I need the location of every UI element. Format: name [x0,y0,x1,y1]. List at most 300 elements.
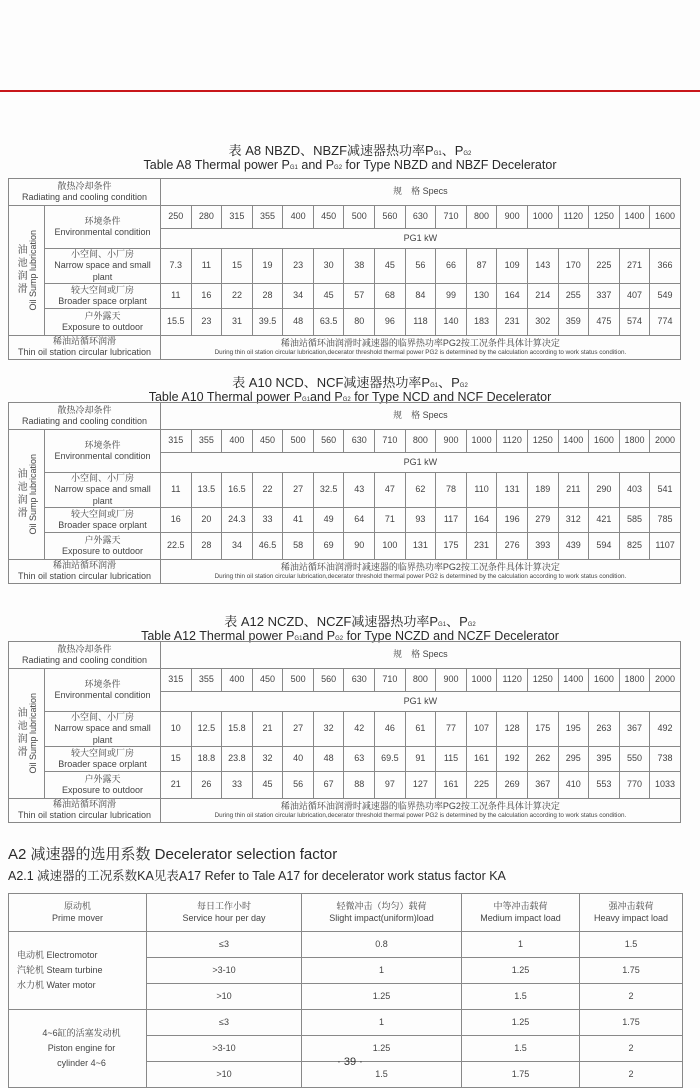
cooling-condition-header [9,403,161,430]
spec-cell: 315 [222,206,253,229]
value-cell: 62 [405,473,436,508]
subscript: G2 [342,397,351,403]
value-cell: 57 [344,284,375,309]
value-cell: 161 [436,772,467,799]
label-cn: 稀油站循环油润滑时减速器的临界热功率PG2按工况条件具体计算决定 [280,800,560,811]
narrow-label [45,249,161,284]
title-text: Table A10 Thermal power P [148,390,303,404]
value-cell: 99 [436,284,467,309]
value-cell: 263 [589,712,620,747]
prime-mover-line: cylinder 4~6 [57,1058,106,1069]
value-cell: 16.5 [222,473,253,508]
factor-cell: 1.25 [302,1036,462,1062]
outdoor-row [9,533,681,560]
title-text: 表 A10 NCD、NCF减速器热功率P [232,375,431,390]
value-cell: 23 [283,249,314,284]
label-en: Exposure to outdoor [61,785,144,795]
header-row [9,403,681,430]
subscript: G2 [463,151,472,157]
spec-cell: 1120 [558,206,589,229]
value-cell: 69 [313,533,344,560]
broader-label [45,284,161,309]
outdoor-label [45,533,161,560]
unit-label: PG1 kW [161,453,681,473]
value-cell: 774 [650,309,681,336]
label-en: Prime mover [51,912,103,923]
thin-oil-row [9,560,681,584]
spec-cell: 1250 [589,206,620,229]
value-cell: 550 [619,747,650,772]
value-cell: 10 [161,712,192,747]
value-cell: 395 [589,747,620,772]
spec-cell: 400 [283,206,314,229]
label-cn: 原动机 [63,901,91,912]
spec-cell: 1800 [619,430,650,453]
narrow-label [45,473,161,508]
specs-row [9,206,681,229]
label-cn: 小空间、小厂房 [70,473,134,484]
value-cell: 492 [650,712,681,747]
value-cell: 211 [558,473,589,508]
spec-cell: 800 [405,669,436,692]
value-cell: 107 [466,712,497,747]
value-cell: 410 [558,772,589,799]
label-en: Slight impact(uniform)load [329,912,434,923]
header-rule [0,90,700,92]
value-cell: 18.8 [191,747,222,772]
column-header [462,894,580,932]
spec-cell: 1000 [527,206,558,229]
spec-cell: 280 [191,206,222,229]
thin-oil-label [9,336,161,360]
oil-sump-label [9,430,45,560]
spec-cell: 355 [191,430,222,453]
value-cell: 770 [619,772,650,799]
label-cn: 稀油站循环润滑 [52,560,116,570]
label-en: During thin oil station circular lubrication,decerator threshold thermal power PG2 is determined by the calculation according to work status condition. [214,348,627,356]
value-cell: 393 [527,533,558,560]
spec-cell: 500 [344,206,375,229]
value-cell: 56 [283,772,314,799]
factor-cell: 1 [302,1010,462,1036]
value-cell: 33 [252,508,283,533]
specs-header: 规 格 Specs [161,179,681,206]
factor-cell: 1 [462,932,580,958]
value-cell: 117 [436,508,467,533]
value-cell: 39.5 [252,309,283,336]
subscript: G1 [430,383,439,389]
subscript: G2 [335,636,344,642]
title-text: 表 A8 NBZD、NBZF减速器热功率P [228,143,434,158]
specs-header: 规 格 Specs [161,403,681,430]
value-cell: 825 [619,533,650,560]
label-cn: 户外露天 [84,310,121,321]
label-en: Exposure to outdoor [61,546,144,556]
spec-cell: 1800 [619,669,650,692]
subscript: G2 [459,383,468,389]
label-cn: 户外露天 [84,534,121,545]
value-cell: 225 [589,249,620,284]
spec-cell: 315 [161,669,192,692]
thin-oil-note [161,336,681,360]
value-cell: 175 [436,533,467,560]
spec-cell: 1250 [527,669,558,692]
spec-cell: 1400 [558,430,589,453]
spec-cell: 450 [252,430,283,453]
factor-cell: 0.8 [302,932,462,958]
value-cell: 143 [527,249,558,284]
value-cell: 30 [313,249,344,284]
value-cell: 170 [558,249,589,284]
broader-label [45,747,161,772]
value-cell: 15.5 [161,309,192,336]
unit-label: PG1 kW [161,692,681,712]
broader-label [45,508,161,533]
value-cell: 403 [619,473,650,508]
spec-cell: 560 [375,206,406,229]
label-cn: 小空间、小厂房 [70,712,134,723]
value-cell: 130 [466,284,497,309]
value-cell: 183 [466,309,497,336]
value-cell: 337 [589,284,620,309]
value-cell: 68 [375,284,406,309]
value-cell: 541 [650,473,681,508]
cooling-condition-header [9,642,161,669]
value-cell: 366 [650,249,681,284]
label-cn: 轻微冲击（均匀）载荷 [336,901,427,912]
value-cell: 1033 [650,772,681,799]
label-cn: 稀油站循环油润滑时减速器的临界热功率PG2按工况条件具体计算决定 [280,561,560,572]
label-en: Medium impact load [480,912,561,923]
value-cell: 109 [497,249,528,284]
factor-cell: 1.5 [462,1036,580,1062]
value-cell: 7.3 [161,249,192,284]
oil-sump-label [9,669,45,799]
environmental-condition-label [45,430,161,473]
value-cell: 118 [405,309,436,336]
value-cell: 16 [161,508,192,533]
table-title-cn [0,611,700,630]
factor-cell: 2 [580,984,683,1010]
value-cell: 87 [466,249,497,284]
title-text: 、P [446,614,468,629]
spec-cell: 2000 [650,430,681,453]
label-en: Radiating and cooling condition [21,416,148,426]
spec-cell: 560 [313,669,344,692]
value-cell: 231 [466,533,497,560]
value-cell: 549 [650,284,681,309]
spec-cell: 500 [283,669,314,692]
label-cn: 较大空间或厂房 [70,747,134,758]
spec-cell: 1400 [558,669,589,692]
spec-cell: 800 [466,206,497,229]
label-en: Narrow space and small plant [54,260,151,282]
label-en: During thin oil station circular lubrication,decerator threshold thermal power PG2 is determined by the calculation according to work status condition. [214,572,627,580]
value-cell: 13.5 [191,473,222,508]
label-cn: 小空间、小厂房 [70,249,134,260]
value-cell: 91 [405,747,436,772]
value-cell: 45 [252,772,283,799]
value-cell: 58 [283,533,314,560]
outdoor-row [9,309,681,336]
value-cell: 19 [252,249,283,284]
title-text: 、P [441,143,464,158]
prime-mover-line: 电动机 Electromotor [17,949,98,960]
value-cell: 269 [497,772,528,799]
value-cell: 276 [497,533,528,560]
value-cell: 594 [589,533,620,560]
spec-cell: 710 [375,430,406,453]
value-cell: 22.5 [161,533,192,560]
column-header [9,894,147,932]
label-en: Service hour per day [182,912,266,923]
oil-sump-label-text [9,693,44,774]
thin-oil-row [9,799,681,823]
oil-sump-cn: 油池润滑 [15,244,27,297]
spec-cell: 710 [436,206,467,229]
factor-cell: 1.75 [580,1010,683,1036]
oil-sump-en: Oil Sump lubrication [28,454,39,535]
value-cell: 43 [344,473,375,508]
value-cell: 46.5 [252,533,283,560]
factor-cell: 2 [580,1036,683,1062]
value-cell: 585 [619,508,650,533]
factor-cell: >10 [147,984,302,1010]
label-cn: 较大空间或厂房 [70,508,134,519]
value-cell: 262 [527,747,558,772]
value-cell: 26 [191,772,222,799]
spec-cell: 1600 [589,669,620,692]
environmental-condition-label [45,669,161,712]
broader-row [9,284,681,309]
label-en: Exposure to outdoor [61,322,144,332]
value-cell: 34 [283,284,314,309]
label-cn: 散热冷却条件 [57,180,112,191]
value-cell: 16 [191,284,222,309]
spec-cell: 450 [252,669,283,692]
oil-sump-label-text [9,230,44,311]
value-cell: 32 [313,712,344,747]
value-cell: 27 [283,473,314,508]
value-cell: 63 [344,747,375,772]
label-en: Environmental condition [54,451,151,461]
narrow-row [9,249,681,284]
value-cell: 367 [527,772,558,799]
value-cell: 271 [619,249,650,284]
page-number: · 39 · [337,1056,363,1068]
subscript: G1 [289,165,298,171]
value-cell: 11 [161,473,192,508]
factor-cell: 1.25 [462,958,580,984]
value-cell: 21 [252,712,283,747]
value-cell: 359 [558,309,589,336]
value-cell: 93 [405,508,436,533]
label-en: Broader space orplant [58,520,147,530]
spec-cell: 250 [161,206,192,229]
value-cell: 15.8 [222,712,253,747]
value-cell: 785 [650,508,681,533]
value-cell: 90 [344,533,375,560]
table-title-en [0,158,700,172]
value-cell: 574 [619,309,650,336]
cooling-condition-header [9,179,161,206]
value-cell: 1107 [650,533,681,560]
oil-sump-label-text [9,454,44,535]
label-cn: 环境条件 [84,439,121,450]
oil-sump-en: Oil Sump lubrication [28,693,39,774]
factor-cell: 1.5 [302,1062,462,1088]
factor-cell: 1 [302,958,462,984]
oil-sump-cn: 油池润滑 [15,468,27,521]
spec-cell: 800 [405,430,436,453]
title-text: for Type NCD and NCF Decelerator [350,390,552,404]
value-cell: 45 [375,249,406,284]
thermal-power-table-a8 [8,178,681,360]
header-row [9,894,683,932]
value-cell: 225 [466,772,497,799]
outdoor-row [9,772,681,799]
outdoor-label [45,309,161,336]
label-en: Thin oil station circular lubrication [17,810,152,821]
label-en: Narrow space and small plant [54,484,151,506]
environmental-condition-label [45,206,161,249]
value-cell: 64 [344,508,375,533]
value-cell: 367 [619,712,650,747]
value-cell: 161 [466,747,497,772]
factor-cell: 1.25 [302,984,462,1010]
subscript: G2 [334,165,343,171]
spec-cell: 2000 [650,669,681,692]
factor-cell: >3-10 [147,1036,302,1062]
oil-sump-label [9,206,45,336]
subscript: G1 [294,636,303,642]
value-cell: 78 [436,473,467,508]
factor-cell: >10 [147,1062,302,1088]
label-cn: 环境条件 [84,678,121,689]
title-text: for Type NBZD and NBZF Decelerator [342,158,557,172]
narrow-row [9,712,681,747]
factor-cell: >3-10 [147,958,302,984]
spec-cell: 315 [161,430,192,453]
value-cell: 164 [497,284,528,309]
title-text: Table A8 Thermal power P [143,158,290,172]
value-cell: 69.5 [375,747,406,772]
value-cell: 214 [527,284,558,309]
prime-mover-cell [9,1010,147,1088]
title-text: and P [310,390,343,404]
value-cell: 28 [191,533,222,560]
title-text: for Type NCZD and NCZF Decelerator [343,629,559,643]
label-cn: 散热冷却条件 [57,404,112,415]
label-en: Radiating and cooling condition [21,655,148,665]
prime-mover-line: 汽轮机 Steam turbine [17,964,103,975]
spec-cell: 1000 [466,669,497,692]
thin-oil-label [9,560,161,584]
value-cell: 279 [527,508,558,533]
spec-cell: 630 [405,206,436,229]
value-cell: 290 [589,473,620,508]
factor-cell: ≤3 [147,932,302,958]
table-row [9,932,683,958]
value-cell: 407 [619,284,650,309]
value-cell: 192 [497,747,528,772]
spec-cell: 900 [497,206,528,229]
spec-cell: 1600 [589,430,620,453]
label-en: Radiating and cooling condition [21,192,148,202]
factor-cell: 1.5 [580,932,683,958]
section-title: A2 减速器的选用系数 Decelerator selection factor [8,846,338,863]
spec-cell: 1120 [497,430,528,453]
factor-cell: 1.75 [462,1062,580,1088]
label-cn: 强冲击载荷 [608,901,654,912]
factor-cell: 1.75 [580,958,683,984]
spec-cell: 400 [222,669,253,692]
table-title-cn [0,140,700,159]
label-en: Environmental condition [54,227,151,237]
factor-cell: ≤3 [147,1010,302,1036]
value-cell: 47 [375,473,406,508]
narrow-row [9,473,681,508]
label-cn: 环境条件 [84,215,121,226]
title-text: and P [297,158,335,172]
value-cell: 196 [497,508,528,533]
value-cell: 164 [466,508,497,533]
spec-cell: 400 [222,430,253,453]
label-cn: 每日工作小时 [196,901,251,912]
value-cell: 128 [497,712,528,747]
value-cell: 46 [375,712,406,747]
value-cell: 61 [405,712,436,747]
value-cell: 255 [558,284,589,309]
label-en: Broader space orplant [58,759,147,769]
thin-oil-note [161,560,681,584]
value-cell: 27 [283,712,314,747]
spec-cell: 630 [344,669,375,692]
thin-oil-row [9,336,681,360]
value-cell: 20 [191,508,222,533]
value-cell: 38 [344,249,375,284]
value-cell: 28 [252,284,283,309]
value-cell: 96 [375,309,406,336]
value-cell: 77 [436,712,467,747]
value-cell: 67 [313,772,344,799]
value-cell: 11 [161,284,192,309]
label-cn: 稀油站循环润滑 [52,336,116,346]
value-cell: 63.5 [313,309,344,336]
broader-row [9,747,681,772]
label-en: Thin oil station circular lubrication [17,347,152,358]
specs-row [9,669,681,692]
specs-header: 规 格 Specs [161,642,681,669]
value-cell: 23 [191,309,222,336]
value-cell: 80 [344,309,375,336]
spec-cell: 500 [283,430,314,453]
value-cell: 175 [527,712,558,747]
spec-cell: 1600 [650,206,681,229]
value-cell: 439 [558,533,589,560]
prime-mover-line: 4~6缸的活塞发动机 [42,1027,121,1038]
value-cell: 31 [222,309,253,336]
specs-row [9,430,681,453]
value-cell: 22 [222,284,253,309]
value-cell: 295 [558,747,589,772]
prime-mover-line: 水力机 Water motor [17,980,96,991]
column-header [302,894,462,932]
value-cell: 42 [344,712,375,747]
spec-cell: 1000 [466,430,497,453]
value-cell: 127 [405,772,436,799]
spec-cell: 355 [191,669,222,692]
